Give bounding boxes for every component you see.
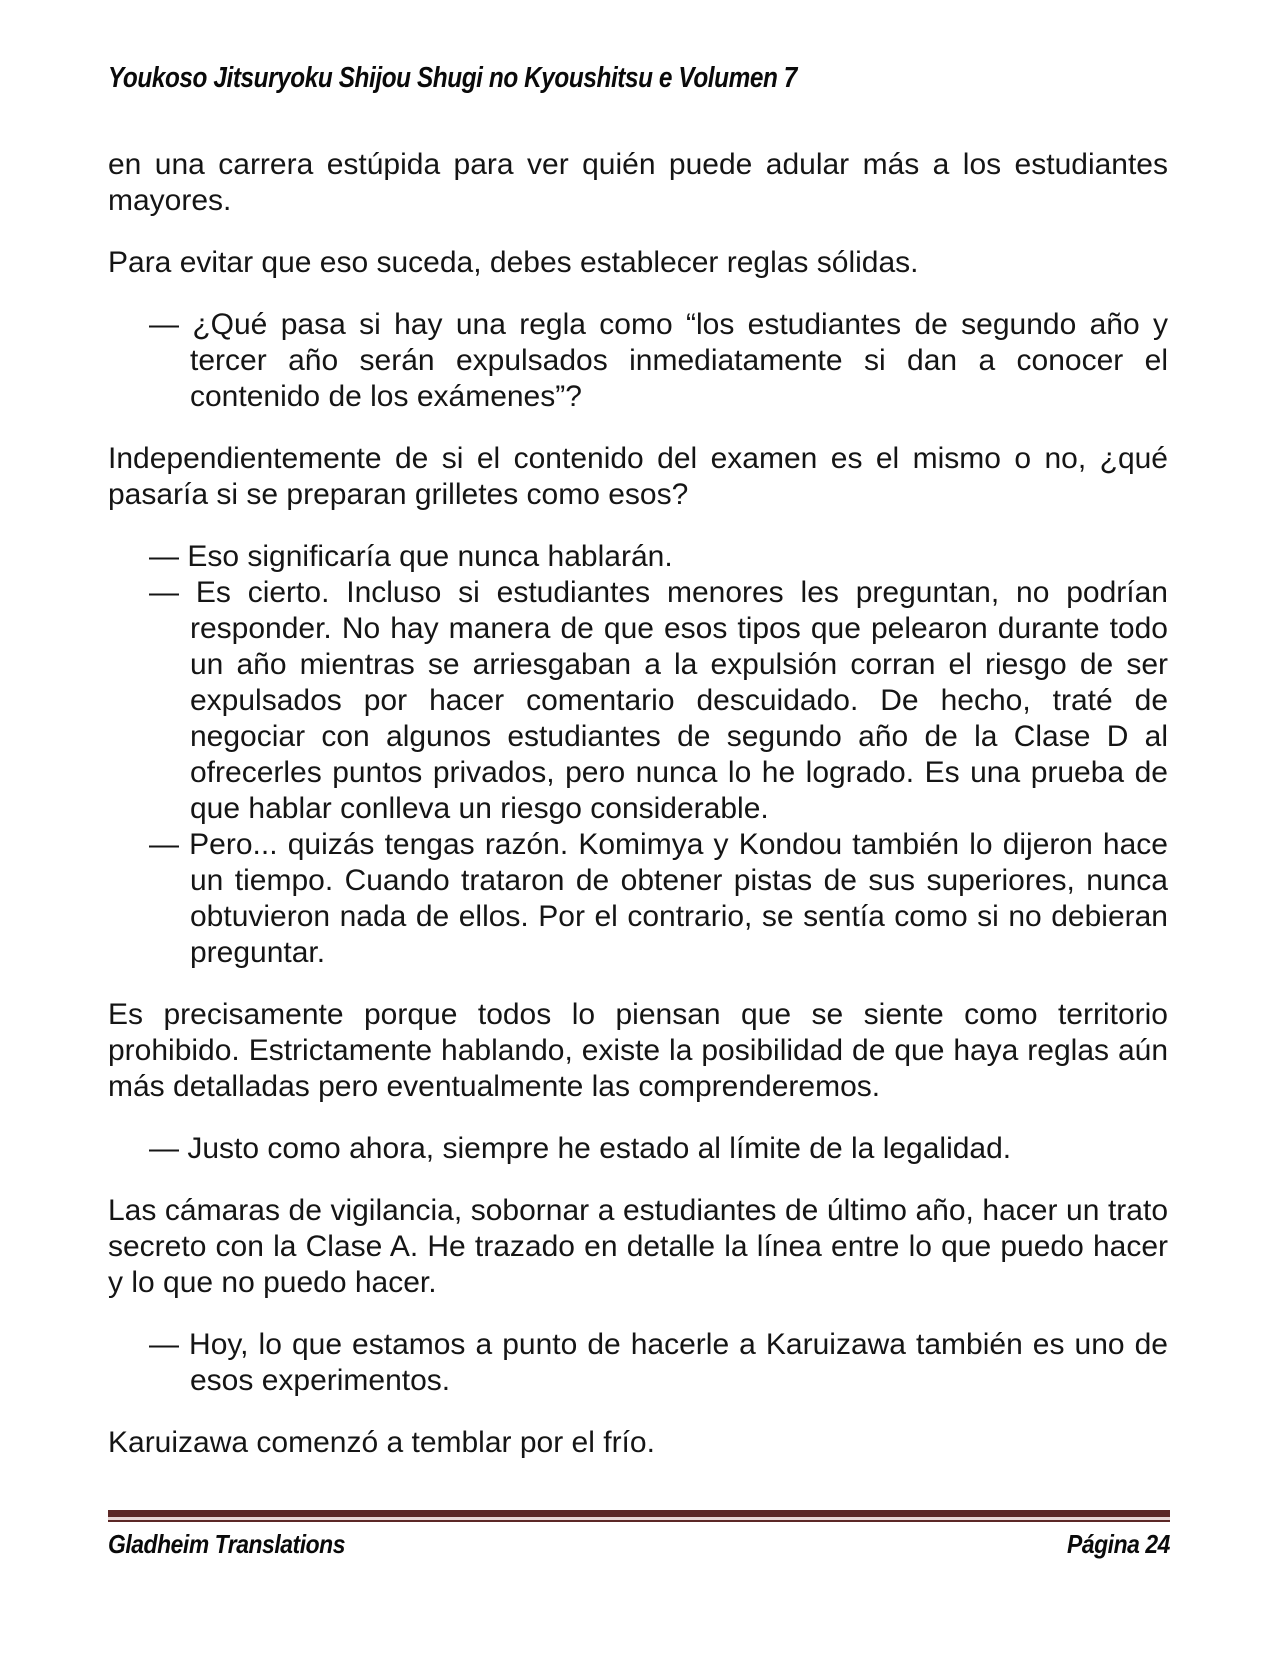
dialogue-line: — Hoy, lo que estamos a punto de hacerle a Karuizawa también es uno de esos experimentos. <box>149 1328 1168 1397</box>
dialogue-line: — ¿Qué pasa si hay una regla como “los estudiantes de segundo año y tercer año serán expulsados inmediatamente si dan a conocer el contenido de los exámenes”? <box>149 308 1168 413</box>
page-body <box>108 147 1168 1461</box>
paragraph: Es precisamente porque todos lo piensan que se siente como territorio prohibido. Estrictamente hablando, existe la posibilidad de que haya reglas aún más detalladas pero eventualmente las comprenderemos. <box>108 998 1168 1103</box>
dialogue-line: — Es cierto. Incluso si estudiantes menores les preguntan, no podrían responder. No hay manera de que esos tipos que pelearon durante todo un año mientras se arriesgaban a la expulsión corran el riesgo de ser expulsados por hacer comentario descuidado. De hecho, traté de negociar con algunos estudiantes de segundo año de la Clase D al ofrecerles puntos privados, pero nunca lo he logrado. Es una prueba de que hablar conlleva un riesgo considerable. <box>149 576 1168 825</box>
header-title: Youkoso Jitsuryoku Shijou Shugi no Kyoushitsu e Volumen 7 <box>108 62 797 94</box>
paragraph: en una carrera estúpida para ver quién puede adular más a los estudiantes mayores. <box>108 148 1168 217</box>
paragraph: Para evitar que eso suceda, debes establecer reglas sólidas. <box>108 246 919 279</box>
dialogue-line: — Eso significaría que nunca hablarán. <box>149 540 673 573</box>
paragraph: Karuizawa comenzó a temblar por el frío. <box>108 1426 655 1459</box>
footer-rule <box>108 1510 1170 1522</box>
footer-row <box>108 1529 1170 1560</box>
footer-page-number: Página 24 <box>1067 1529 1170 1559</box>
page-content <box>108 62 1168 1487</box>
dialogue-line: — Justo como ahora, siempre he estado al límite de la legalidad. <box>149 1132 1012 1165</box>
paragraph: Las cámaras de vigilancia, sobornar a estudiantes de último año, hacer un trato secreto con la Clase A. He trazado en detalle la línea entre lo que puedo hacer y lo que no puedo hacer. <box>108 1194 1168 1299</box>
dialogue-line: — Pero... quizás tengas razón. Komimya y Kondou también lo dijeron hace un tiempo. Cuando trataron de obtener pistas de sus superiores, nunca obtuvieron nada de ellos. Por el contrario, se sentía como si no debieran preguntar. <box>149 828 1168 969</box>
paragraph: Independientemente de si el contenido del examen es el mismo o no, ¿qué pasaría si se preparan grilletes como esos? <box>108 442 1168 511</box>
page-footer <box>108 1510 1170 1560</box>
dialogue-group <box>108 539 1168 971</box>
page-header <box>108 62 1168 95</box>
footer-translator: Gladheim Translations <box>108 1529 346 1559</box>
